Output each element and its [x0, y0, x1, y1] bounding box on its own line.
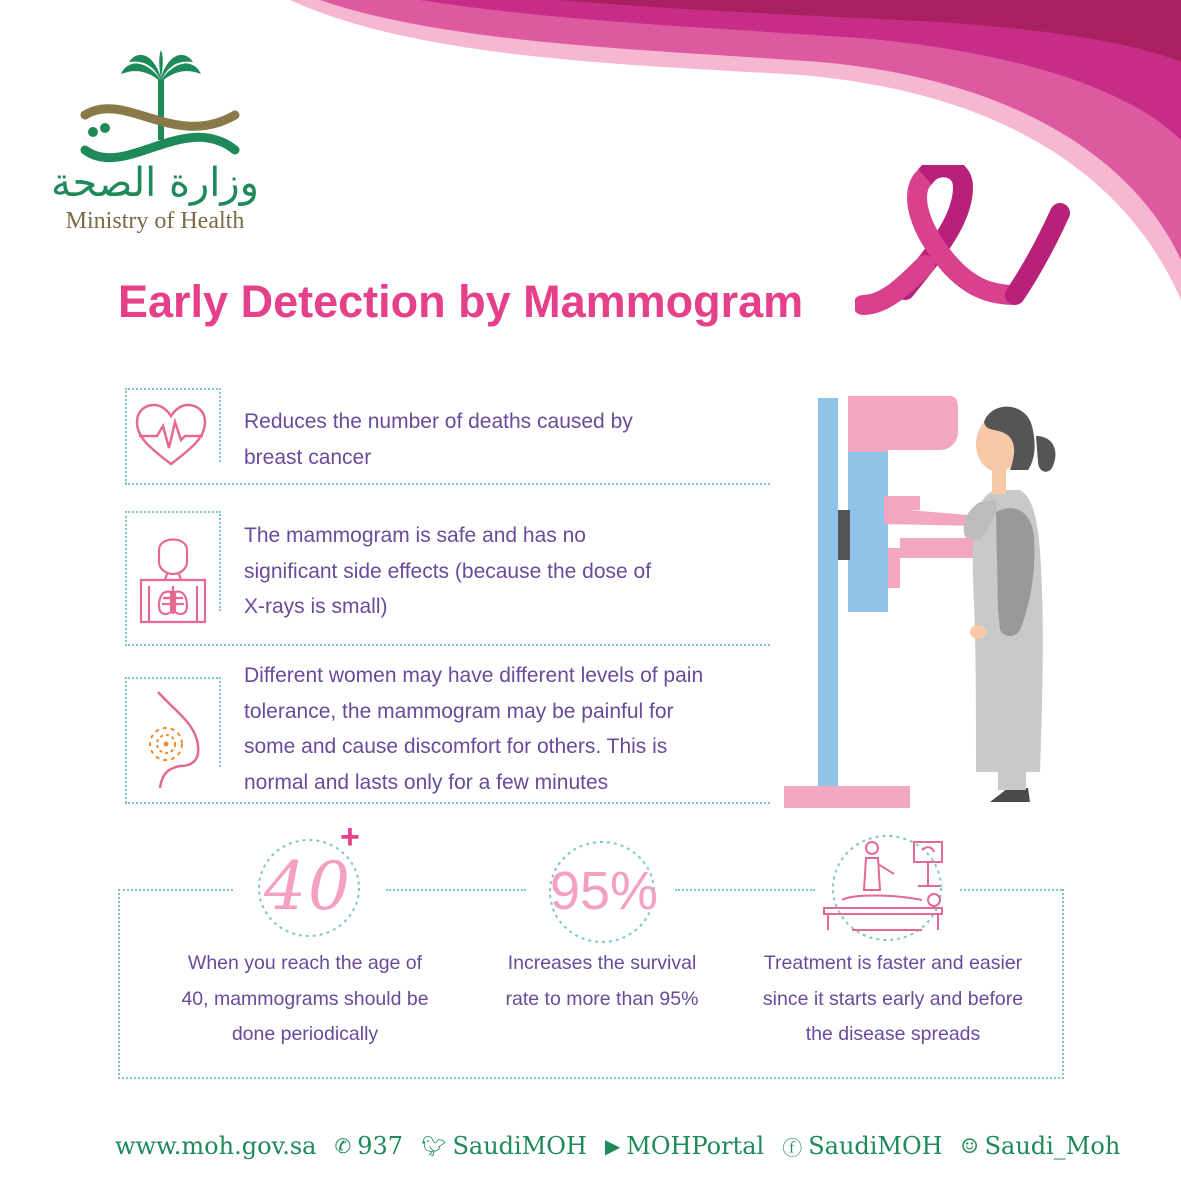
- phone-icon: ✆: [334, 1134, 352, 1158]
- benefit-text-line: tolerance, the mammogram may be painful for: [244, 699, 674, 723]
- benefit-text-line: breast cancer: [244, 445, 372, 469]
- benefit-text-line: some and cause discomfort for others. This is: [244, 735, 668, 758]
- benefit-text: [244, 518, 764, 625]
- divider: [219, 388, 221, 462]
- footer-snapchat[interactable]: Saudi_Moh: [984, 1132, 1121, 1160]
- divider: [125, 644, 770, 646]
- treatment-bed-icon: [822, 830, 952, 946]
- stat-description: [452, 946, 752, 1017]
- divider: [125, 802, 770, 804]
- divider: [125, 483, 770, 485]
- logo-english-text: Ministry of Health: [65, 208, 245, 234]
- breast-icon: [140, 688, 210, 792]
- benefit-text-line: Reduces the number of deaths caused by: [244, 410, 633, 433]
- page-title: Early Detection by Mammogram: [118, 276, 804, 327]
- stat-description: [733, 946, 1053, 1053]
- stat-text-line: since it starts early and before: [762, 987, 1024, 1010]
- footer-youtube[interactable]: MOHPortal: [626, 1132, 765, 1160]
- facebook-icon: ⓕ: [782, 1135, 803, 1160]
- footer-website-link[interactable]: www.moh.gov.sa: [115, 1132, 317, 1160]
- pink-ribbon-icon: [855, 165, 1070, 325]
- twitter-icon: 🐦︎: [421, 1134, 447, 1158]
- footer-phone[interactable]: 937: [357, 1132, 404, 1160]
- benefit-text-line: The mammogram is safe and has no: [244, 524, 586, 547]
- benefit-text-line: X-rays is small): [244, 595, 388, 618]
- benefit-text-line: significant side effects (because the dose of: [244, 559, 652, 583]
- stat-text-line: 40, mammograms should be: [181, 987, 429, 1010]
- divider: [118, 889, 233, 891]
- divider: [675, 889, 815, 891]
- stat-description: [150, 946, 460, 1053]
- heart-pulse-icon: [133, 402, 209, 468]
- divider: [219, 511, 221, 611]
- benefit-text-line: normal and lasts only for a few minutes: [244, 770, 609, 794]
- benefit-text-line: Different women may have different levels of pain: [244, 664, 704, 687]
- woman-figure: [964, 407, 1056, 802]
- stat-text-line: Increases the survival: [507, 952, 697, 974]
- xray-chest-icon: [137, 528, 209, 624]
- mammogram-illustration: [780, 392, 1080, 812]
- stat-text-line: the disease spreads: [805, 1023, 981, 1045]
- stat-plus-sign: +: [340, 818, 360, 856]
- divider: [219, 677, 221, 767]
- stat-text-line: Treatment is faster and easier: [763, 952, 1023, 974]
- snapchat-icon: ☺: [960, 1134, 979, 1158]
- stat-value-survival: 95%: [549, 861, 659, 921]
- stat-value-age: 40: [264, 848, 352, 925]
- logo-arabic-text: وزارة الصحة: [51, 160, 259, 206]
- footer-contact-bar: [115, 1128, 1121, 1164]
- benefit-text: [244, 404, 764, 475]
- stat-text-line: rate to more than 95%: [505, 987, 699, 1010]
- benefit-text: [244, 658, 774, 800]
- footer-twitter[interactable]: SaudiMOH: [452, 1132, 587, 1160]
- divider: [386, 889, 526, 891]
- stat-text-line: When you reach the age of: [187, 952, 423, 974]
- youtube-icon: ▶: [604, 1134, 621, 1158]
- divider: [960, 889, 1062, 891]
- footer-facebook[interactable]: SaudiMOH: [808, 1132, 943, 1160]
- stat-text-line: done periodically: [231, 1023, 379, 1045]
